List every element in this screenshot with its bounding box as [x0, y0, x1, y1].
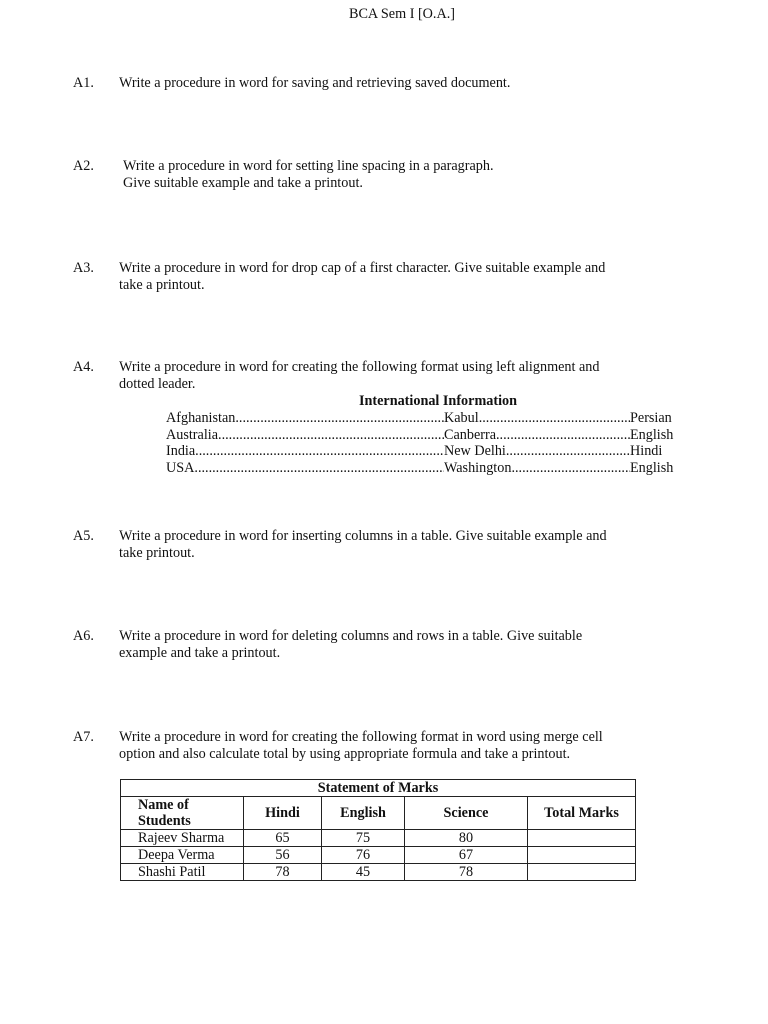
question-text: Give suitable example and take a printout. [123, 175, 363, 191]
question-number: A4. [73, 359, 94, 375]
table-cell: 65 [244, 830, 322, 847]
question-text: Write a procedure in word for drop cap of a first character. Give suitable example and [119, 260, 606, 276]
capital: Washington ..... [444, 460, 630, 477]
question-number: A3. [73, 260, 94, 276]
country: USA ..... [166, 460, 444, 477]
table-row [121, 830, 636, 847]
leader-row [166, 443, 686, 460]
table-cell: 78 [244, 864, 322, 881]
table-cell: 67 [405, 847, 528, 864]
question-text: option and also calculate total by using appropriate formula and take a printout. [119, 746, 571, 762]
capital: Kabul ..... [444, 410, 630, 427]
question-text: take a printout. [119, 277, 205, 293]
question-text: Write a procedure in word for creating the following format using left alignment and [119, 359, 600, 375]
student-name: Deepa Verma [121, 847, 244, 864]
question-number: A6. [73, 628, 94, 644]
capital: New Delhi ..... [444, 443, 630, 460]
international-title: International Information [358, 393, 518, 409]
question-text: example and take a printout. [119, 645, 281, 661]
language: Persian [630, 410, 672, 426]
table-cell: 80 [405, 830, 528, 847]
total-cell [528, 830, 636, 847]
question-number: A2. [73, 158, 94, 174]
question-text: Write a procedure in word for inserting columns in a table. Give suitable example and [119, 528, 607, 544]
leader-row [166, 410, 686, 427]
capital: Canberra ..... [444, 427, 630, 444]
table-cell: 45 [322, 864, 405, 881]
marks-table [120, 779, 636, 881]
question-text: dotted leader. [119, 376, 196, 392]
question-number: A5. [73, 528, 94, 544]
column-header: English [322, 797, 405, 830]
page-title: BCA Sem I [O.A.] [348, 6, 455, 22]
table-cell: 78 [405, 864, 528, 881]
table-title-row [121, 780, 636, 797]
leader-row [166, 460, 686, 477]
question-number: A7. [73, 729, 94, 745]
language: Hindi [630, 443, 663, 459]
table-cell: 76 [322, 847, 405, 864]
table-cell: 75 [322, 830, 405, 847]
column-header: Total Marks [528, 797, 636, 830]
question-text: Write a procedure in word for saving and retrieving saved document. [119, 75, 511, 91]
language: English [630, 427, 674, 443]
country: Australia ..... [166, 427, 444, 444]
question-text: Write a procedure in word for deleting columns and rows in a table. Give suitable [119, 628, 583, 644]
table-row [121, 864, 636, 881]
question-text: Write a procedure in word for setting line spacing in a paragraph. [123, 158, 494, 174]
leader-row [166, 427, 686, 444]
table-cell: 56 [244, 847, 322, 864]
total-cell [528, 864, 636, 881]
country: India ..... [166, 443, 444, 460]
question-text: Write a procedure in word for creating the following format in word using merge cell [119, 729, 603, 745]
student-name: Shashi Patil [121, 864, 244, 881]
table-header-row [121, 797, 636, 830]
column-header: Science [405, 797, 528, 830]
column-header: Hindi [244, 797, 322, 830]
column-header: Name of Students [121, 797, 244, 830]
table-title: Statement of Marks [121, 780, 636, 797]
question-text: take printout. [119, 545, 195, 561]
total-cell [528, 847, 636, 864]
country: Afghanistan ..... [166, 410, 444, 427]
table-row [121, 847, 636, 864]
question-number: A1. [73, 75, 94, 91]
language: English [630, 460, 674, 476]
student-name: Rajeev Sharma [121, 830, 244, 847]
